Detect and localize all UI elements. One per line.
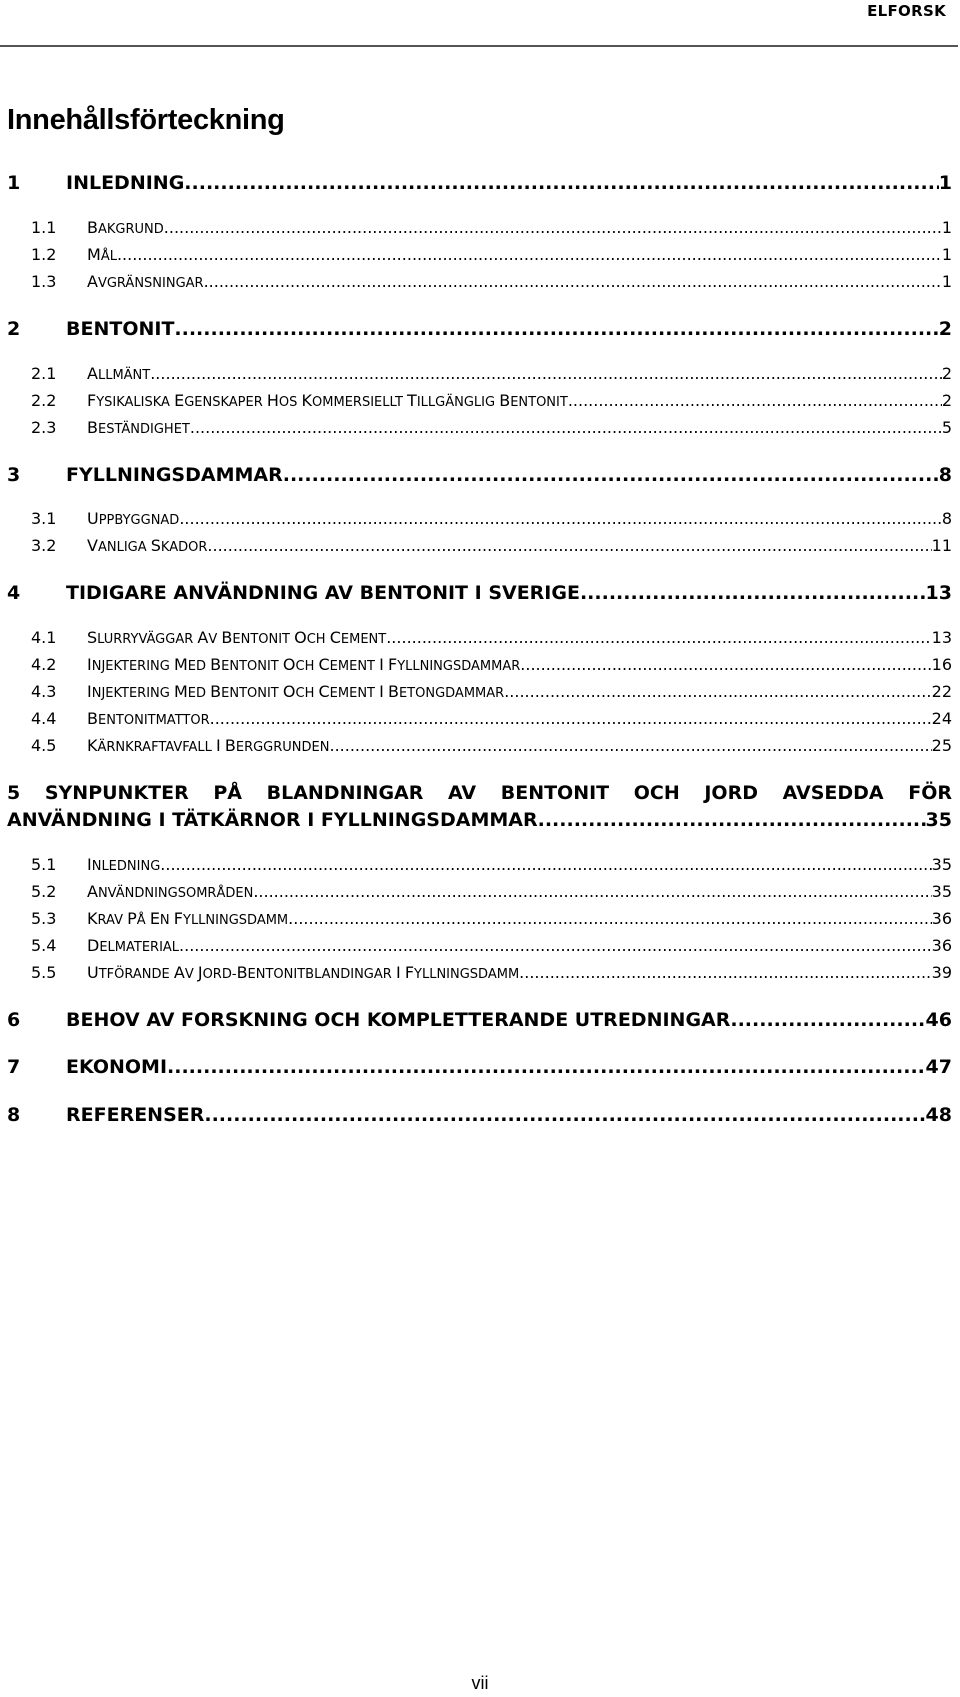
toc-entry-page: 13 bbox=[925, 582, 952, 604]
toc-dot-leader bbox=[190, 418, 942, 437]
toc-entry-title: EKONOMI bbox=[66, 1056, 168, 1078]
toc-entry-title: BENTONITMATTOR bbox=[87, 709, 210, 728]
toc-entry-word: SYNPUNKTER bbox=[44, 782, 189, 804]
toc-entry-2.1[interactable] bbox=[0, 364, 960, 383]
toc-entry-page: 36 bbox=[931, 909, 952, 928]
toc-entry-4.5[interactable] bbox=[0, 736, 960, 755]
header-divider bbox=[0, 45, 958, 47]
toc-entry-number: 1.1 bbox=[31, 218, 57, 237]
toc-entry-title-line2 bbox=[0, 809, 960, 831]
toc-dot-leader bbox=[150, 364, 942, 383]
toc-entry-page: 8 bbox=[941, 509, 952, 528]
toc-entry-7[interactable] bbox=[0, 1056, 960, 1078]
toc-entry-2.3[interactable] bbox=[0, 418, 960, 437]
toc-entry-page: 1 bbox=[938, 172, 952, 194]
toc-entry-title: REFERENSER bbox=[66, 1104, 205, 1126]
toc-entry-number: 8 bbox=[7, 1104, 21, 1126]
toc-entry-1.2[interactable] bbox=[0, 245, 960, 264]
toc-entry-number: 7 bbox=[7, 1056, 21, 1078]
toc-entry-title: AVGRÄNSNINGAR bbox=[87, 272, 204, 291]
toc-dot-leader bbox=[519, 963, 931, 982]
toc-entry-page: 1 bbox=[941, 272, 952, 291]
toc-entry-number: 3.1 bbox=[31, 509, 57, 528]
toc-entry-title: TIDIGARE ANVÄNDNING AV BENTONIT I SVERIGE bbox=[66, 582, 580, 604]
toc-entry-title: FYSIKALISKA EGENSKAPER HOS KOMMERSIELLT TILLGÄNGLIG BENTONIT bbox=[87, 391, 568, 410]
toc-entry-page: 25 bbox=[931, 736, 952, 755]
toc-entry-page: 46 bbox=[925, 1009, 952, 1031]
toc-entry-page: 35 bbox=[925, 809, 952, 831]
toc-entry-3.2[interactable] bbox=[0, 536, 960, 555]
toc-dot-leader bbox=[520, 655, 931, 674]
toc-entry-number: 4.2 bbox=[31, 655, 57, 674]
toc-entry-page: 1 bbox=[941, 245, 952, 264]
toc-entry-number: 3 bbox=[7, 464, 21, 486]
toc-entry-word: BENTONIT bbox=[500, 782, 610, 804]
toc-entry-page: 11 bbox=[931, 536, 952, 555]
toc-dot-leader bbox=[207, 536, 931, 555]
toc-dot-leader bbox=[386, 628, 931, 647]
toc-entry-number: 2.3 bbox=[31, 418, 57, 437]
toc-dot-leader bbox=[160, 855, 931, 874]
toc-entry-1.3[interactable] bbox=[0, 272, 960, 291]
toc-entry-title: INLEDNING bbox=[87, 855, 161, 874]
page-number: vii bbox=[471, 1673, 489, 1693]
toc-entry-number: 1 bbox=[7, 172, 21, 194]
toc-entry-5.5[interactable] bbox=[0, 963, 960, 982]
toc-entry-4[interactable] bbox=[0, 582, 960, 604]
toc-entry-page: 47 bbox=[925, 1056, 952, 1078]
toc-entry-title: VANLIGA SKADOR bbox=[87, 536, 208, 555]
toc-dot-leader bbox=[179, 509, 941, 528]
toc-entry-number: 4.5 bbox=[31, 736, 57, 755]
toc-entry-number: 4.1 bbox=[31, 628, 57, 647]
toc-entry-page: 35 bbox=[931, 882, 952, 901]
toc-entry-5.2[interactable] bbox=[0, 882, 960, 901]
toc-entry-number: 1.2 bbox=[31, 245, 57, 264]
toc-dot-leader bbox=[538, 809, 926, 831]
toc-entry-title-line1 bbox=[7, 782, 952, 804]
toc-entry-page: 2 bbox=[941, 391, 952, 410]
toc-entry-page: 16 bbox=[931, 655, 952, 674]
toc-dot-leader bbox=[568, 391, 942, 410]
toc-entry-title: DELMATERIAL bbox=[87, 936, 180, 955]
toc-entry-title: ANVÄNDNINGSOMRÅDEN bbox=[87, 882, 254, 901]
toc-entry-4.1[interactable] bbox=[0, 628, 960, 647]
toc-entry-5.1[interactable] bbox=[0, 855, 960, 874]
toc-entry-page: 39 bbox=[931, 963, 952, 982]
toc-entry-page: 22 bbox=[931, 682, 952, 701]
toc-entry-page: 36 bbox=[931, 936, 952, 955]
toc-entry-title: FYLLNINGSDAMMAR bbox=[66, 464, 283, 486]
toc-entry-4.4[interactable] bbox=[0, 709, 960, 728]
toc-entry-number: 5.1 bbox=[31, 855, 57, 874]
toc-entry-5.4[interactable] bbox=[0, 936, 960, 955]
toc-entry-number: 2.1 bbox=[31, 364, 57, 383]
toc-entry-8[interactable] bbox=[0, 1104, 960, 1126]
toc-dot-leader bbox=[730, 1009, 925, 1031]
toc-dot-leader bbox=[167, 1056, 926, 1078]
toc-entry-word: PÅ bbox=[213, 782, 242, 804]
toc-entry-title: KRAV PÅ EN FYLLNINGSDAMM bbox=[87, 909, 289, 928]
toc-dot-leader bbox=[179, 936, 932, 955]
toc-entry-number: 2.2 bbox=[31, 391, 57, 410]
toc-entry-number: 4.4 bbox=[31, 709, 57, 728]
toc-dot-leader bbox=[164, 218, 942, 237]
toc-entry-title: KÄRNKRAFTAVFALL I BERGGRUNDEN bbox=[87, 736, 330, 755]
toc-entry-title: UTFÖRANDE AV JORD-BENTONITBLANDINGAR I FYLLNINGSDAMM bbox=[87, 963, 520, 982]
toc-entry-word: OCH bbox=[633, 782, 680, 804]
toc-dot-leader bbox=[204, 272, 942, 291]
toc-dot-leader bbox=[283, 464, 939, 486]
toc-entry-title: INJEKTERING MED BENTONIT OCH CEMENT I FYLLNINGSDAMMAR bbox=[87, 655, 521, 674]
toc-entry-page: 35 bbox=[931, 855, 952, 874]
toc-entry-number: 1.3 bbox=[31, 272, 57, 291]
toc-entry-number: 4 bbox=[7, 582, 21, 604]
toc-entry-page: 48 bbox=[925, 1104, 952, 1126]
toc-entry-4.3[interactable] bbox=[0, 682, 960, 701]
toc-entry-1.1[interactable] bbox=[0, 218, 960, 237]
page-title: Innehållsförteckning bbox=[7, 104, 285, 136]
toc-entry-page: 2 bbox=[938, 318, 952, 340]
toc-entry-title: ANVÄNDNING I TÄTKÄRNOR I FYLLNINGSDAMMAR bbox=[7, 809, 538, 831]
toc-entry-number: 2 bbox=[7, 318, 21, 340]
toc-entry-5.3[interactable] bbox=[0, 909, 960, 928]
toc-dot-leader bbox=[174, 318, 938, 340]
toc-entry-title: BAKGRUND bbox=[87, 218, 164, 237]
toc-entry-page: 5 bbox=[941, 418, 952, 437]
toc-entry-2.2[interactable] bbox=[0, 391, 960, 410]
toc-entry-number: 4.3 bbox=[31, 682, 57, 701]
toc-entry-number: 5.5 bbox=[31, 963, 57, 982]
elforsk-logo: ELFORSK bbox=[867, 2, 946, 20]
toc-entry-1[interactable] bbox=[0, 172, 960, 194]
toc-entry-word: FÖR bbox=[908, 782, 952, 804]
toc-entry-title: BENTONIT bbox=[66, 318, 175, 340]
toc-entry-title: UPPBYGGNAD bbox=[87, 509, 180, 528]
toc-dot-leader bbox=[210, 709, 932, 728]
toc-entry-word: JORD bbox=[704, 782, 758, 804]
toc-entry-title: BEHOV AV FORSKNING OCH KOMPLETTERANDE UTREDNINGAR bbox=[66, 1009, 731, 1031]
toc-entry-6[interactable] bbox=[0, 1009, 960, 1031]
toc-entry-title: ALLMÄNT bbox=[87, 364, 151, 383]
toc-entry-title: MÅL bbox=[87, 245, 117, 264]
toc-entry-page: 24 bbox=[931, 709, 952, 728]
toc-dot-leader bbox=[184, 172, 938, 194]
toc-entry-4.2[interactable] bbox=[0, 655, 960, 674]
toc-entry-page: 2 bbox=[941, 364, 952, 383]
toc-entry-word: AVSEDDA bbox=[782, 782, 884, 804]
toc-entry-number: 5.3 bbox=[31, 909, 57, 928]
toc-entry-number: 5.2 bbox=[31, 882, 57, 901]
toc-entry-number: 5 bbox=[7, 782, 21, 804]
toc-entry-title: BESTÄNDIGHET bbox=[87, 418, 190, 437]
toc-dot-leader bbox=[204, 1104, 925, 1126]
toc-entry-number: 5.4 bbox=[31, 936, 57, 955]
toc-entry-number: 3.2 bbox=[31, 536, 57, 555]
toc-entry-number: 6 bbox=[7, 1009, 21, 1031]
toc-dot-leader bbox=[504, 682, 931, 701]
toc-entry-title: INJEKTERING MED BENTONIT OCH CEMENT I BETONGDAMMAR bbox=[87, 682, 505, 701]
toc-dot-leader bbox=[288, 909, 931, 928]
toc-entry-page: 1 bbox=[941, 218, 952, 237]
toc-dot-leader bbox=[253, 882, 931, 901]
toc-dot-leader bbox=[580, 582, 926, 604]
toc-entry-word: BLANDNINGAR bbox=[266, 782, 424, 804]
toc-entry-title: SLURRYVÄGGAR AV BENTONIT OCH CEMENT bbox=[87, 628, 387, 647]
toc-entry-3.1[interactable] bbox=[0, 509, 960, 528]
toc-entry-page: 8 bbox=[938, 464, 952, 486]
toc-dot-leader bbox=[117, 245, 942, 264]
toc-entry-page: 13 bbox=[931, 628, 952, 647]
toc-entry-word: AV bbox=[448, 782, 477, 804]
toc-dot-leader bbox=[329, 736, 931, 755]
toc-entry-title: INLEDNING bbox=[66, 172, 185, 194]
toc-entry-2[interactable] bbox=[0, 318, 960, 340]
toc-entry-3[interactable] bbox=[0, 464, 960, 486]
